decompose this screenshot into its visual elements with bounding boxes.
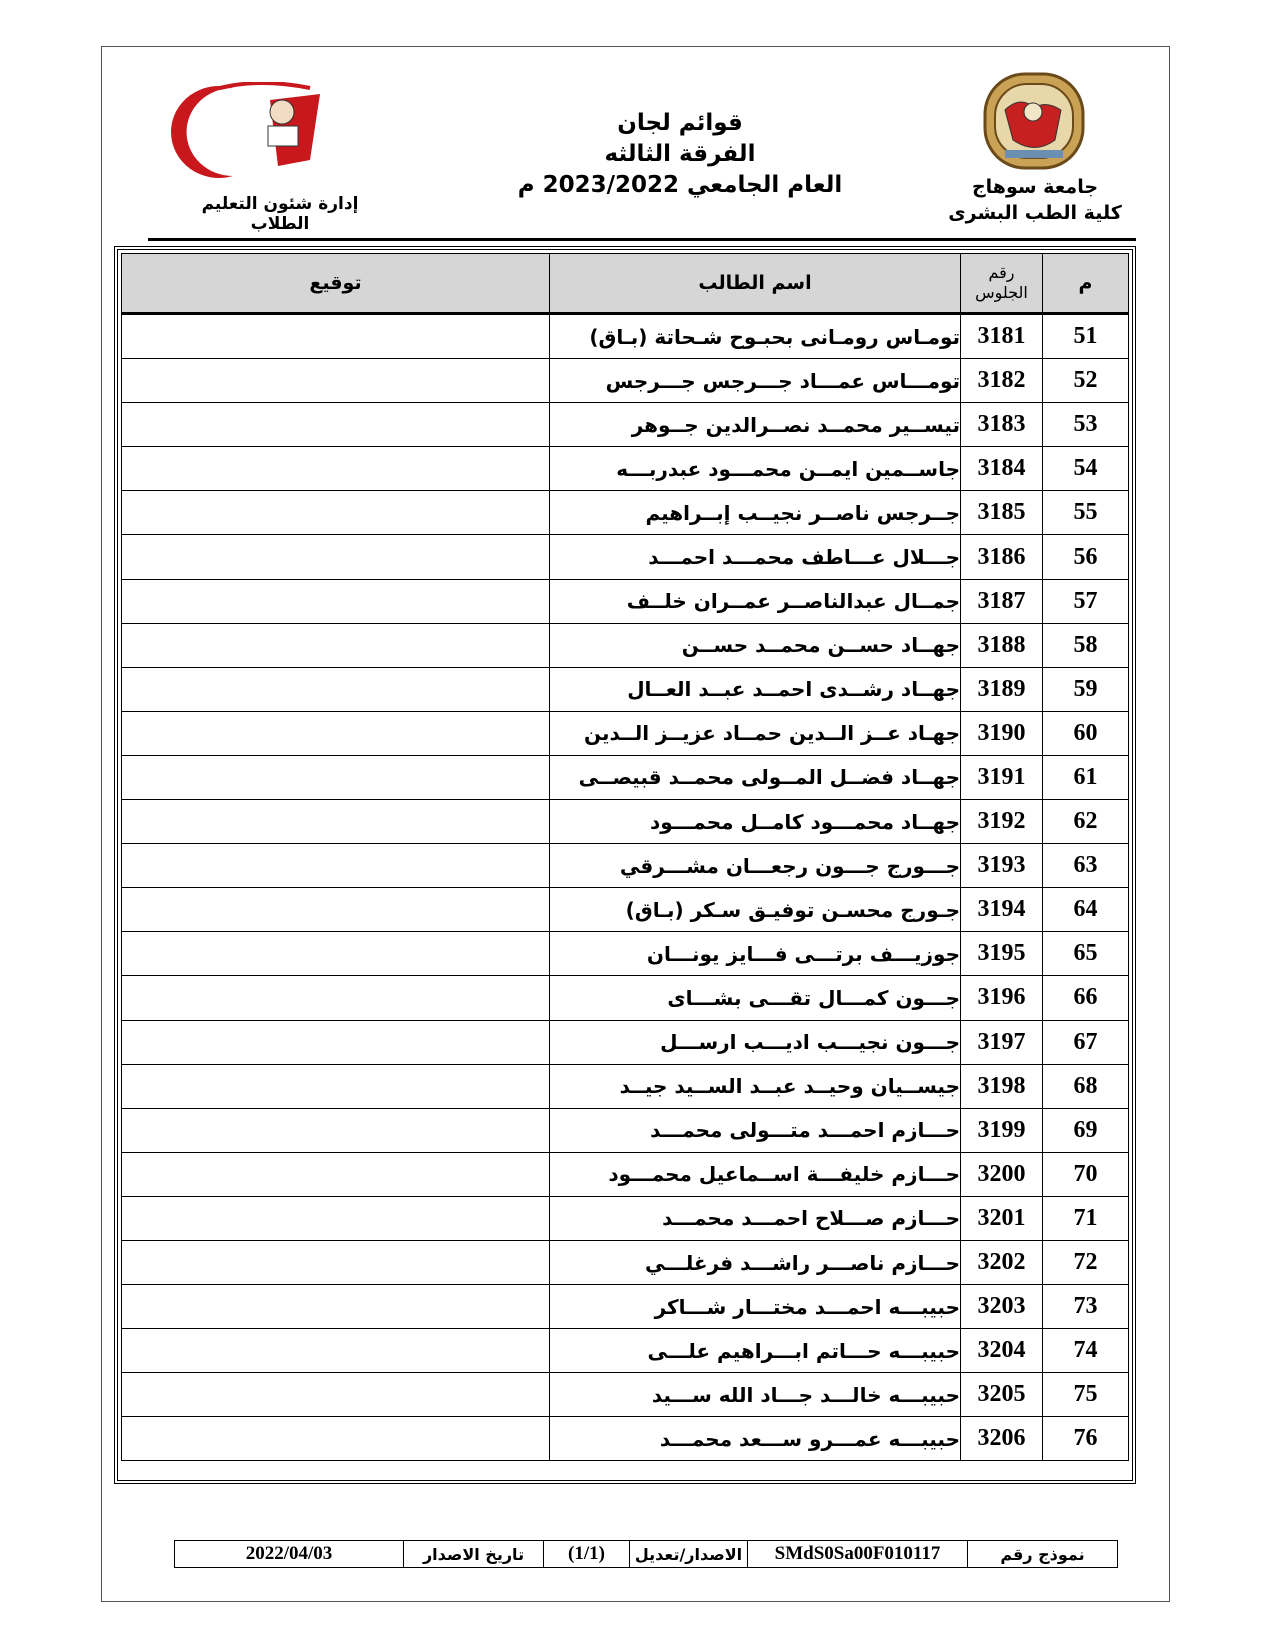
signature-cell — [122, 1064, 550, 1108]
seat-number: 3204 — [961, 1329, 1043, 1373]
seat-number: 3199 — [961, 1108, 1043, 1152]
seat-number: 3190 — [961, 711, 1043, 755]
table-row — [122, 623, 1129, 667]
signature-cell — [122, 800, 550, 844]
table-row — [122, 579, 1129, 623]
student-name: تومـــاس عمـــاد جـــرجس جـــرجس — [550, 359, 961, 403]
row-number: 57 — [1043, 579, 1129, 623]
student-name: تومـاس رومـانى بحبـوح شـحاتة (بـاق) — [550, 314, 961, 359]
signature-cell — [122, 1417, 550, 1461]
seat-number: 3191 — [961, 755, 1043, 799]
signature-cell — [122, 1329, 550, 1373]
signature-cell — [122, 1152, 550, 1196]
signature-cell — [122, 844, 550, 888]
seat-number: 3201 — [961, 1196, 1043, 1240]
row-number: 74 — [1043, 1329, 1129, 1373]
student-name: جـــورج جـــون رجعـــان مشـــرقي — [550, 844, 961, 888]
table-row — [122, 403, 1129, 447]
student-name: جـــلال عـــاطف محمـــد احمـــد — [550, 535, 961, 579]
table-row — [122, 800, 1129, 844]
row-number: 58 — [1043, 623, 1129, 667]
university-seal-logo — [975, 70, 1093, 178]
header-name: اسم الطالب — [550, 254, 961, 314]
header-num: م — [1043, 254, 1129, 314]
seat-number: 3187 — [961, 579, 1043, 623]
table-row — [122, 1064, 1129, 1108]
seat-number: 3197 — [961, 1020, 1043, 1064]
seat-number: 3189 — [961, 667, 1043, 711]
student-name: حـــازم ناصـــر راشـــد فرغلـــي — [550, 1240, 961, 1284]
header-divider — [148, 238, 1136, 241]
table-row — [122, 755, 1129, 799]
row-number: 52 — [1043, 359, 1129, 403]
student-name: جيســيان وحيــد عبــد الســيد جيــد — [550, 1064, 961, 1108]
table-row — [122, 447, 1129, 491]
seat-number: 3186 — [961, 535, 1043, 579]
signature-cell — [122, 359, 550, 403]
row-number: 59 — [1043, 667, 1129, 711]
row-number: 64 — [1043, 888, 1129, 932]
seat-number: 3206 — [961, 1417, 1043, 1461]
signature-cell — [122, 667, 550, 711]
seat-number: 3192 — [961, 800, 1043, 844]
table-row — [122, 1020, 1129, 1064]
table-row — [122, 1152, 1129, 1196]
row-number: 62 — [1043, 800, 1129, 844]
seat-number: 3196 — [961, 976, 1043, 1020]
document-title — [470, 108, 890, 201]
seat-number: 3183 — [961, 403, 1043, 447]
header-seat: رقم الجلوس — [961, 254, 1043, 314]
row-number: 75 — [1043, 1373, 1129, 1417]
seat-number: 3184 — [961, 447, 1043, 491]
student-name: جهــاد فضــل المــولى محمــد قبيصــى — [550, 755, 961, 799]
table-row — [122, 844, 1129, 888]
seat-number: 3185 — [961, 491, 1043, 535]
table-row — [122, 1108, 1129, 1152]
student-name: جهــاد محمـــود كامــل محمـــود — [550, 800, 961, 844]
signature-cell — [122, 403, 550, 447]
student-name: جــرجس ناصــر نجيــب إبــراهيم — [550, 491, 961, 535]
form-info-footer — [174, 1540, 1118, 1568]
roster-body — [122, 314, 1129, 1461]
student-name: جهــاد حســن محمــد حســن — [550, 623, 961, 667]
department-name: إدارة شئون التعليم الطلاب — [201, 194, 359, 234]
row-number: 65 — [1043, 932, 1129, 976]
signature-cell — [122, 1373, 550, 1417]
seat-number: 3182 — [961, 359, 1043, 403]
signature-cell — [122, 755, 550, 799]
table-row — [122, 976, 1129, 1020]
signature-cell — [122, 888, 550, 932]
title-line-3: العام الجامعي 2023/2022 م — [517, 172, 843, 198]
title-line-2: الفرقة الثالثه — [604, 141, 756, 167]
student-name: حبيبـــه عمـــرو ســـعد محمـــد — [550, 1417, 961, 1461]
student-name: حـــازم خليفـــة اســماعيل محمـــود — [550, 1152, 961, 1196]
faculty-name: كلية الطب البشرى — [948, 202, 1122, 224]
row-number: 73 — [1043, 1285, 1129, 1329]
student-name: جـــون نجيـــب اديـــب ارســـل — [550, 1020, 961, 1064]
row-number: 55 — [1043, 491, 1129, 535]
student-name: جوزيـــف برتـــى فـــايز يونـــان — [550, 932, 961, 976]
row-number: 60 — [1043, 711, 1129, 755]
signature-cell — [122, 1108, 550, 1152]
row-number: 72 — [1043, 1240, 1129, 1284]
signature-cell — [122, 1240, 550, 1284]
student-name: جهـاد عــز الــدين حمــاد عزيــز الــدين — [550, 711, 961, 755]
seat-number: 3181 — [961, 314, 1043, 359]
seat-number: 3203 — [961, 1285, 1043, 1329]
version-label: الاصدار/تعديل — [629, 1541, 747, 1567]
signature-cell — [122, 623, 550, 667]
student-name: جهــاد رشــدى احمــد عبــد العــال — [550, 667, 961, 711]
row-number: 68 — [1043, 1064, 1129, 1108]
signature-cell — [122, 579, 550, 623]
student-name: تيســير محمــد نصــرالدين جــوهر — [550, 403, 961, 447]
seat-number: 3194 — [961, 888, 1043, 932]
seat-number: 3205 — [961, 1373, 1043, 1417]
seat-number: 3200 — [961, 1152, 1043, 1196]
table-row — [122, 932, 1129, 976]
table-row — [122, 888, 1129, 932]
table-row — [122, 667, 1129, 711]
row-number: 70 — [1043, 1152, 1129, 1196]
table-row — [122, 1329, 1129, 1373]
table-row — [122, 359, 1129, 403]
issue-date-label: تاريخ الاصدار — [403, 1541, 543, 1567]
seat-number: 3198 — [961, 1064, 1043, 1108]
seat-number: 3202 — [961, 1240, 1043, 1284]
student-name: جـــون كمـــال تقـــى بشـــاى — [550, 976, 961, 1020]
row-number: 76 — [1043, 1417, 1129, 1461]
seat-number: 3195 — [961, 932, 1043, 976]
student-name: حبيبـــه احمـــد مختـــار شـــاكر — [550, 1285, 961, 1329]
signature-cell — [122, 314, 550, 359]
signature-cell — [122, 535, 550, 579]
table-row — [122, 314, 1129, 359]
student-name: حبيبـــه خالـــد جـــاد الله ســـيد — [550, 1373, 961, 1417]
table-row — [122, 1285, 1129, 1329]
student-name: جاســمين ايمــن محمـــود عبدربـــه — [550, 447, 961, 491]
row-number: 71 — [1043, 1196, 1129, 1240]
table-row — [122, 491, 1129, 535]
table-row — [122, 535, 1129, 579]
row-number: 56 — [1043, 535, 1129, 579]
signature-cell — [122, 447, 550, 491]
signature-cell — [122, 1196, 550, 1240]
table-row — [122, 1373, 1129, 1417]
row-number: 66 — [1043, 976, 1129, 1020]
title-line-1: قوائم لجان — [617, 110, 743, 136]
roster-table — [121, 253, 1129, 1461]
table-row — [122, 1240, 1129, 1284]
row-number: 51 — [1043, 314, 1129, 359]
header-sign: توقيع — [122, 254, 550, 314]
table-header-row — [122, 254, 1129, 314]
signature-cell — [122, 932, 550, 976]
row-number: 63 — [1043, 844, 1129, 888]
row-number: 53 — [1043, 403, 1129, 447]
row-number: 69 — [1043, 1108, 1129, 1152]
signature-cell — [122, 711, 550, 755]
student-name: جمــال عبدالناصــر عمــران خلــف — [550, 579, 961, 623]
faculty-medicine-logo — [160, 82, 350, 182]
seat-number: 3193 — [961, 844, 1043, 888]
student-name: حـــازم احمـــد متـــولى محمـــد — [550, 1108, 961, 1152]
table-row — [122, 1417, 1129, 1461]
roster-table-frame — [114, 246, 1136, 1484]
row-number: 54 — [1043, 447, 1129, 491]
signature-cell — [122, 976, 550, 1020]
signature-cell — [122, 1020, 550, 1064]
form-code: SMdS0Sa00F010117 — [747, 1541, 967, 1567]
form-number-label: نموذج رقم — [967, 1541, 1117, 1567]
student-name: حبيبـــه حـــاتم ابـــراهيم علـــى — [550, 1329, 961, 1373]
seat-number: 3188 — [961, 623, 1043, 667]
signature-cell — [122, 1285, 550, 1329]
table-row — [122, 711, 1129, 755]
university-name: جامعة سوهاج — [971, 176, 1099, 198]
issue-date-value: 2022/04/03 — [245, 1543, 333, 1564]
version-value: (1/1) — [543, 1541, 629, 1567]
student-name: جـورج محسـن توفيـق سـكر (بـاق) — [550, 888, 961, 932]
student-name: حـــازم صـــلاح احمـــد محمـــد — [550, 1196, 961, 1240]
row-number: 67 — [1043, 1020, 1129, 1064]
table-row — [122, 1196, 1129, 1240]
row-number: 61 — [1043, 755, 1129, 799]
signature-cell — [122, 491, 550, 535]
